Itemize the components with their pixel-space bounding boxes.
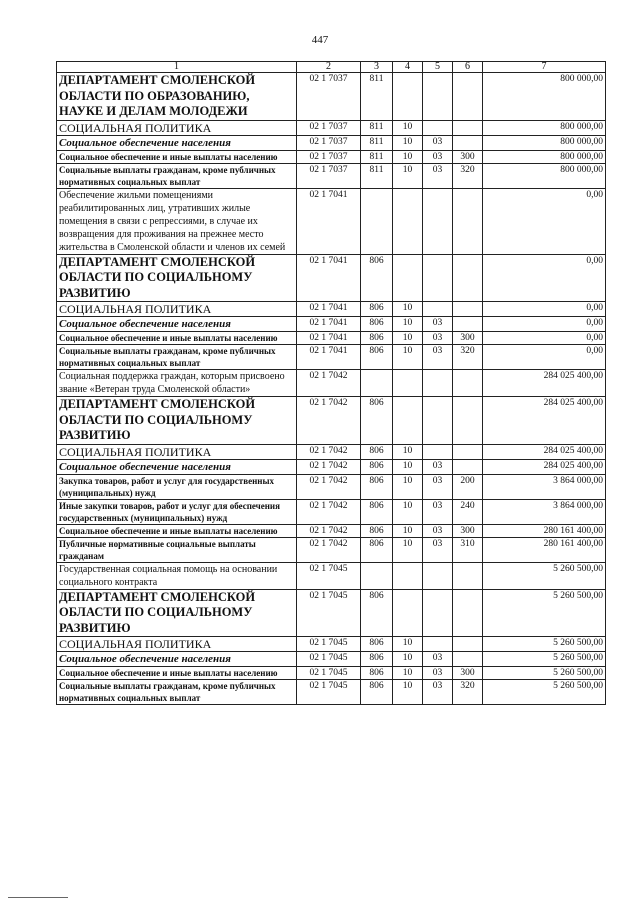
- section-cell: 10: [393, 459, 423, 474]
- subsection-cell: 03: [423, 317, 453, 332]
- table-row: [57, 637, 606, 652]
- ministry-code-cell: 811: [361, 73, 393, 121]
- table-row: [57, 537, 606, 562]
- ministry-code-cell: 806: [361, 499, 393, 524]
- ministry-code-cell: [361, 188, 393, 254]
- expense-type-cell: [453, 135, 483, 150]
- subsection-cell: [423, 254, 453, 302]
- ministry-code-cell: 806: [361, 474, 393, 499]
- item-name-cell: Социальные выплаты гражданам, кроме публичных нормативных социальных выплат: [57, 345, 297, 370]
- table-row: [57, 150, 606, 163]
- expense-type-cell: [453, 120, 483, 135]
- target-code-cell: 02 1 7041: [297, 254, 361, 302]
- section-cell: 10: [393, 345, 423, 370]
- subsection-cell: [423, 188, 453, 254]
- expense-type-cell: [453, 254, 483, 302]
- amount-cell: 5 260 500,00: [483, 652, 606, 667]
- item-name-cell: Социальные выплаты гражданам, кроме публичных нормативных социальных выплат: [57, 163, 297, 188]
- target-code-cell: 02 1 7045: [297, 637, 361, 652]
- table-row: [57, 317, 606, 332]
- subsection-cell: 03: [423, 652, 453, 667]
- table-row: [57, 499, 606, 524]
- target-code-cell: 02 1 7041: [297, 345, 361, 370]
- section-cell: 10: [393, 317, 423, 332]
- subsection-cell: 03: [423, 332, 453, 345]
- section-cell: 10: [393, 302, 423, 317]
- expense-type-cell: 320: [453, 345, 483, 370]
- expense-type-cell: [453, 589, 483, 637]
- item-name-cell: Социальное обеспечение и иные выплаты населению: [57, 332, 297, 345]
- subsection-cell: 03: [423, 474, 453, 499]
- ministry-code-cell: 806: [361, 589, 393, 637]
- ministry-code-cell: 806: [361, 537, 393, 562]
- target-code-cell: 02 1 7042: [297, 499, 361, 524]
- item-name-cell: Обеспечение жильми помещениями реабилитированных лиц, утративших жилые помещения в связи с репрессиями, в случае их возвращения для проживания на прежнее место жительства в Смоленской области и членов их семей: [57, 188, 297, 254]
- ministry-code-cell: 811: [361, 163, 393, 188]
- item-name-cell: ДЕПАРТАМЕНТ СМОЛЕНСКОЙ ОБЛАСТИ ПО СОЦИАЛЬНОМУ РАЗВИТИЮ: [57, 589, 297, 637]
- expense-type-cell: [453, 370, 483, 397]
- subsection-cell: [423, 562, 453, 589]
- section-cell: [393, 397, 423, 445]
- target-code-cell: 02 1 7041: [297, 332, 361, 345]
- target-code-cell: 02 1 7042: [297, 370, 361, 397]
- target-code-cell: 02 1 7041: [297, 317, 361, 332]
- table-row: [57, 524, 606, 537]
- expense-type-cell: 300: [453, 150, 483, 163]
- ministry-code-cell: 806: [361, 254, 393, 302]
- table-row: [57, 397, 606, 445]
- header-cell: 5: [423, 62, 453, 73]
- subsection-cell: 03: [423, 150, 453, 163]
- item-name-cell: Социальное обеспечение и иные выплаты населению: [57, 524, 297, 537]
- table-body: [57, 73, 606, 705]
- section-cell: 10: [393, 537, 423, 562]
- expense-type-cell: [453, 188, 483, 254]
- target-code-cell: 02 1 7042: [297, 397, 361, 445]
- ministry-code-cell: 806: [361, 397, 393, 445]
- ministry-code-cell: 806: [361, 459, 393, 474]
- subsection-cell: 03: [423, 135, 453, 150]
- amount-cell: 5 260 500,00: [483, 589, 606, 637]
- target-code-cell: 02 1 7045: [297, 667, 361, 680]
- header-cell: 1: [57, 62, 297, 73]
- item-name-cell: ДЕПАРТАМЕНТ СМОЛЕНСКОЙ ОБЛАСТИ ПО СОЦИАЛЬНОМУ РАЗВИТИЮ: [57, 397, 297, 445]
- subsection-cell: 03: [423, 537, 453, 562]
- target-code-cell: 02 1 7037: [297, 150, 361, 163]
- subsection-cell: [423, 397, 453, 445]
- subsection-cell: [423, 302, 453, 317]
- ministry-code-cell: 806: [361, 444, 393, 459]
- subsection-cell: 03: [423, 524, 453, 537]
- item-name-cell: Государственная социальная помощь на основании социального контракта: [57, 562, 297, 589]
- subsection-cell: 03: [423, 680, 453, 705]
- table-row: [57, 163, 606, 188]
- section-cell: 10: [393, 637, 423, 652]
- table-row: [57, 444, 606, 459]
- ministry-code-cell: 811: [361, 150, 393, 163]
- section-cell: 10: [393, 680, 423, 705]
- expense-type-cell: 240: [453, 499, 483, 524]
- table-row: [57, 652, 606, 667]
- amount-cell: 0,00: [483, 317, 606, 332]
- subsection-cell: 03: [423, 163, 453, 188]
- item-name-cell: Закупка товаров, работ и услуг для государственных (муниципальных) нужд: [57, 474, 297, 499]
- scan-edge-line: [8, 897, 68, 898]
- amount-cell: 0,00: [483, 345, 606, 370]
- ministry-code-cell: 806: [361, 332, 393, 345]
- ministry-code-cell: 806: [361, 637, 393, 652]
- subsection-cell: [423, 73, 453, 121]
- table-row: [57, 73, 606, 121]
- expense-type-cell: 300: [453, 667, 483, 680]
- table-row: [57, 474, 606, 499]
- section-cell: 10: [393, 120, 423, 135]
- section-cell: 10: [393, 474, 423, 499]
- ministry-code-cell: 806: [361, 524, 393, 537]
- target-code-cell: 02 1 7042: [297, 444, 361, 459]
- ministry-code-cell: 806: [361, 667, 393, 680]
- ministry-code-cell: 806: [361, 680, 393, 705]
- header-cell: 6: [453, 62, 483, 73]
- expense-type-cell: [453, 317, 483, 332]
- header-cell: 7: [483, 62, 606, 73]
- item-name-cell: СОЦИАЛЬНАЯ ПОЛИТИКА: [57, 120, 297, 135]
- item-name-cell: СОЦИАЛЬНАЯ ПОЛИТИКА: [57, 637, 297, 652]
- amount-cell: 3 864 000,00: [483, 474, 606, 499]
- amount-cell: 5 260 500,00: [483, 680, 606, 705]
- section-cell: 10: [393, 444, 423, 459]
- ministry-code-cell: 806: [361, 652, 393, 667]
- ministry-code-cell: 806: [361, 345, 393, 370]
- header-cell: 3: [361, 62, 393, 73]
- table-row: [57, 589, 606, 637]
- target-code-cell: 02 1 7045: [297, 652, 361, 667]
- section-cell: [393, 254, 423, 302]
- ministry-code-cell: [361, 562, 393, 589]
- item-name-cell: СОЦИАЛЬНАЯ ПОЛИТИКА: [57, 302, 297, 317]
- header-cell: 4: [393, 62, 423, 73]
- section-cell: [393, 562, 423, 589]
- amount-cell: 0,00: [483, 302, 606, 317]
- section-cell: 10: [393, 163, 423, 188]
- table-row: [57, 562, 606, 589]
- ministry-code-cell: 806: [361, 317, 393, 332]
- item-name-cell: ДЕПАРТАМЕНТ СМОЛЕНСКОЙ ОБЛАСТИ ПО СОЦИАЛЬНОМУ РАЗВИТИЮ: [57, 254, 297, 302]
- table-row: [57, 459, 606, 474]
- subsection-cell: [423, 120, 453, 135]
- amount-cell: 800 000,00: [483, 135, 606, 150]
- section-cell: 10: [393, 332, 423, 345]
- amount-cell: 800 000,00: [483, 73, 606, 121]
- target-code-cell: 02 1 7037: [297, 120, 361, 135]
- target-code-cell: 02 1 7045: [297, 562, 361, 589]
- amount-cell: 0,00: [483, 332, 606, 345]
- target-code-cell: 02 1 7041: [297, 188, 361, 254]
- expense-type-cell: [453, 397, 483, 445]
- item-name-cell: Социальное обеспечение и иные выплаты населению: [57, 150, 297, 163]
- amount-cell: 800 000,00: [483, 120, 606, 135]
- expense-type-cell: 320: [453, 163, 483, 188]
- amount-cell: 5 260 500,00: [483, 562, 606, 589]
- expense-type-cell: [453, 444, 483, 459]
- section-cell: [393, 188, 423, 254]
- target-code-cell: 02 1 7042: [297, 474, 361, 499]
- item-name-cell: Социальные выплаты гражданам, кроме публичных нормативных социальных выплат: [57, 680, 297, 705]
- subsection-cell: 03: [423, 459, 453, 474]
- amount-cell: 3 864 000,00: [483, 499, 606, 524]
- target-code-cell: 02 1 7042: [297, 459, 361, 474]
- expense-type-cell: [453, 459, 483, 474]
- subsection-cell: [423, 637, 453, 652]
- item-name-cell: Социальное обеспечение населения: [57, 652, 297, 667]
- ministry-code-cell: [361, 370, 393, 397]
- table-row: [57, 254, 606, 302]
- table-row: [57, 332, 606, 345]
- page-number: 447: [311, 34, 329, 46]
- item-name-cell: Публичные нормативные социальные выплаты гражданам: [57, 537, 297, 562]
- expense-type-cell: 200: [453, 474, 483, 499]
- table-row: [57, 345, 606, 370]
- table-row: [57, 302, 606, 317]
- table-row: [57, 667, 606, 680]
- amount-cell: 284 025 400,00: [483, 397, 606, 445]
- expense-type-cell: [453, 637, 483, 652]
- target-code-cell: 02 1 7045: [297, 589, 361, 637]
- budget-table: [56, 61, 606, 705]
- table-row: [57, 120, 606, 135]
- expense-type-cell: [453, 652, 483, 667]
- expense-type-cell: 320: [453, 680, 483, 705]
- amount-cell: 284 025 400,00: [483, 444, 606, 459]
- expense-type-cell: [453, 73, 483, 121]
- subsection-cell: 03: [423, 499, 453, 524]
- ministry-code-cell: 811: [361, 135, 393, 150]
- amount-cell: 0,00: [483, 188, 606, 254]
- section-cell: [393, 589, 423, 637]
- expense-type-cell: 300: [453, 332, 483, 345]
- table-row: [57, 370, 606, 397]
- expense-type-cell: [453, 562, 483, 589]
- subsection-cell: 03: [423, 345, 453, 370]
- section-cell: [393, 73, 423, 121]
- header-cell: 2: [297, 62, 361, 73]
- ministry-code-cell: 811: [361, 120, 393, 135]
- subsection-cell: [423, 444, 453, 459]
- table-row: [57, 188, 606, 254]
- item-name-cell: Социальная поддержка граждан, которым присвоено звание «Ветеран труда Смоленской области»: [57, 370, 297, 397]
- section-cell: 10: [393, 667, 423, 680]
- subsection-cell: [423, 589, 453, 637]
- item-name-cell: СОЦИАЛЬНАЯ ПОЛИТИКА: [57, 444, 297, 459]
- target-code-cell: 02 1 7042: [297, 537, 361, 562]
- table-row: [57, 135, 606, 150]
- subsection-cell: [423, 370, 453, 397]
- amount-cell: 0,00: [483, 254, 606, 302]
- item-name-cell: Социальное обеспечение и иные выплаты населению: [57, 667, 297, 680]
- expense-type-cell: 300: [453, 524, 483, 537]
- section-cell: 10: [393, 499, 423, 524]
- expense-type-cell: [453, 302, 483, 317]
- item-name-cell: Социальное обеспечение населения: [57, 317, 297, 332]
- subsection-cell: 03: [423, 667, 453, 680]
- amount-cell: 284 025 400,00: [483, 370, 606, 397]
- section-cell: 10: [393, 652, 423, 667]
- amount-cell: 280 161 400,00: [483, 524, 606, 537]
- section-cell: 10: [393, 524, 423, 537]
- table-row: [57, 680, 606, 705]
- amount-cell: 280 161 400,00: [483, 537, 606, 562]
- amount-cell: 800 000,00: [483, 150, 606, 163]
- header-row: [57, 62, 606, 73]
- amount-cell: 5 260 500,00: [483, 637, 606, 652]
- section-cell: 10: [393, 150, 423, 163]
- target-code-cell: 02 1 7037: [297, 73, 361, 121]
- item-name-cell: Социальное обеспечение населения: [57, 135, 297, 150]
- ministry-code-cell: 806: [361, 302, 393, 317]
- item-name-cell: Социальное обеспечение населения: [57, 459, 297, 474]
- expense-type-cell: 310: [453, 537, 483, 562]
- target-code-cell: 02 1 7037: [297, 135, 361, 150]
- target-code-cell: 02 1 7041: [297, 302, 361, 317]
- section-cell: [393, 370, 423, 397]
- amount-cell: 5 260 500,00: [483, 667, 606, 680]
- amount-cell: 284 025 400,00: [483, 459, 606, 474]
- target-code-cell: 02 1 7037: [297, 163, 361, 188]
- item-name-cell: ДЕПАРТАМЕНТ СМОЛЕНСКОЙ ОБЛАСТИ ПО ОБРАЗОВАНИЮ, НАУКЕ И ДЕЛАМ МОЛОДЕЖИ: [57, 73, 297, 121]
- target-code-cell: 02 1 7045: [297, 680, 361, 705]
- amount-cell: 800 000,00: [483, 163, 606, 188]
- section-cell: 10: [393, 135, 423, 150]
- item-name-cell: Иные закупки товаров, работ и услуг для обеспечения государственных (муниципальных) нужд: [57, 499, 297, 524]
- target-code-cell: 02 1 7042: [297, 524, 361, 537]
